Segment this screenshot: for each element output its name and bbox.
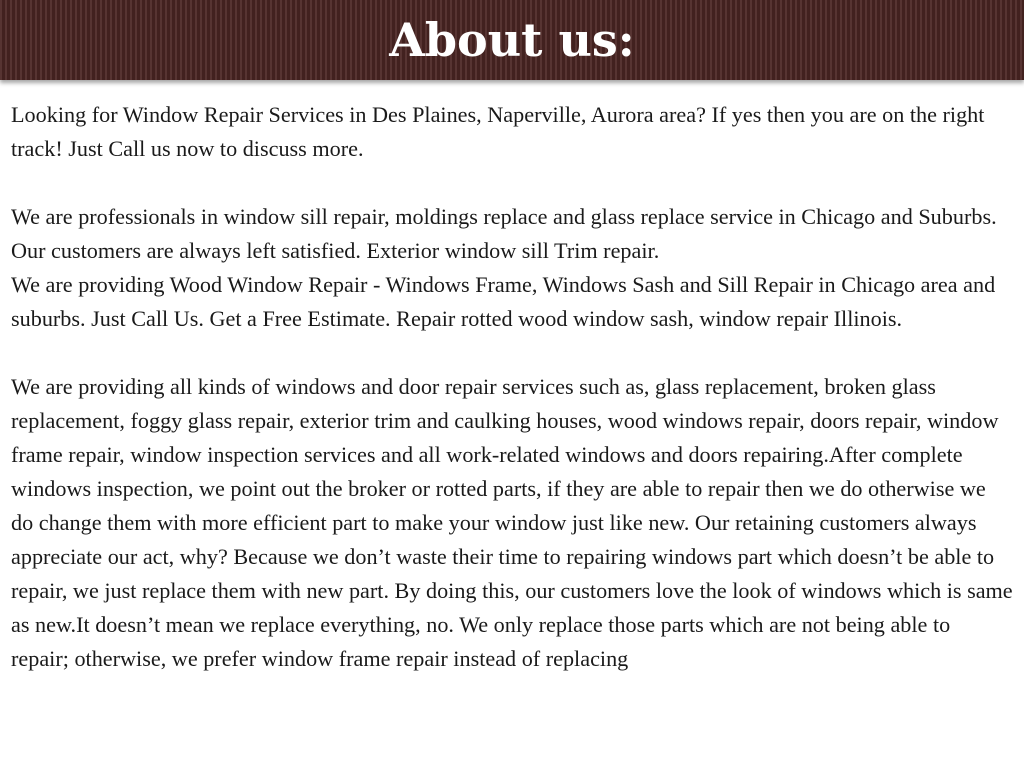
paragraph-spacer [11, 336, 1013, 370]
intro-paragraph: Looking for Window Repair Services in Des Plaines, Naperville, Aurora area? If yes then you are on the right track! Just Call us now to discuss more. [11, 102, 985, 161]
wood-repair-paragraph: We are providing Wood Window Repair - Windows Frame, Windows Sash and Sill Repair in Chicago area and suburbs. Just Call Us. Get a Free Estimate. Repair rotted wood window sash, window repair Illinois. [11, 272, 996, 331]
services-paragraph: We are providing all kinds of windows and door repair services such as, glass replacement, broken glass replacement, foggy glass repair, exterior trim and caulking houses, wood windows repair, doors repair, window frame repair, window inspection services and all work-related windows and doors repairing.After complete windows inspection, we point out the broker or rotted parts, if they are able to repair then we do otherwise we do change them with more efficient part to make your window just like new. Our retaining customers always appreciate our act, why? Because we don’t waste their time to repairing windows part which doesn’t be able to repair, we just replace them with new part. By doing this, our customers love the look of windows which is same as new.It doesn’t mean we replace everything, no. We only replace those parts which are not being able to repair; otherwise, we prefer window frame repair instead of replacing [11, 374, 1013, 671]
paragraph-spacer [11, 166, 1013, 200]
title-bar [0, 0, 1024, 80]
professionals-paragraph: We are professionals in window sill repair, moldings replace and glass replace service in Chicago and Suburbs. Our customers are always left satisfied. Exterior window sill Trim repair. [11, 204, 997, 263]
page-title: About us: [389, 13, 635, 67]
content-body [11, 98, 1013, 676]
